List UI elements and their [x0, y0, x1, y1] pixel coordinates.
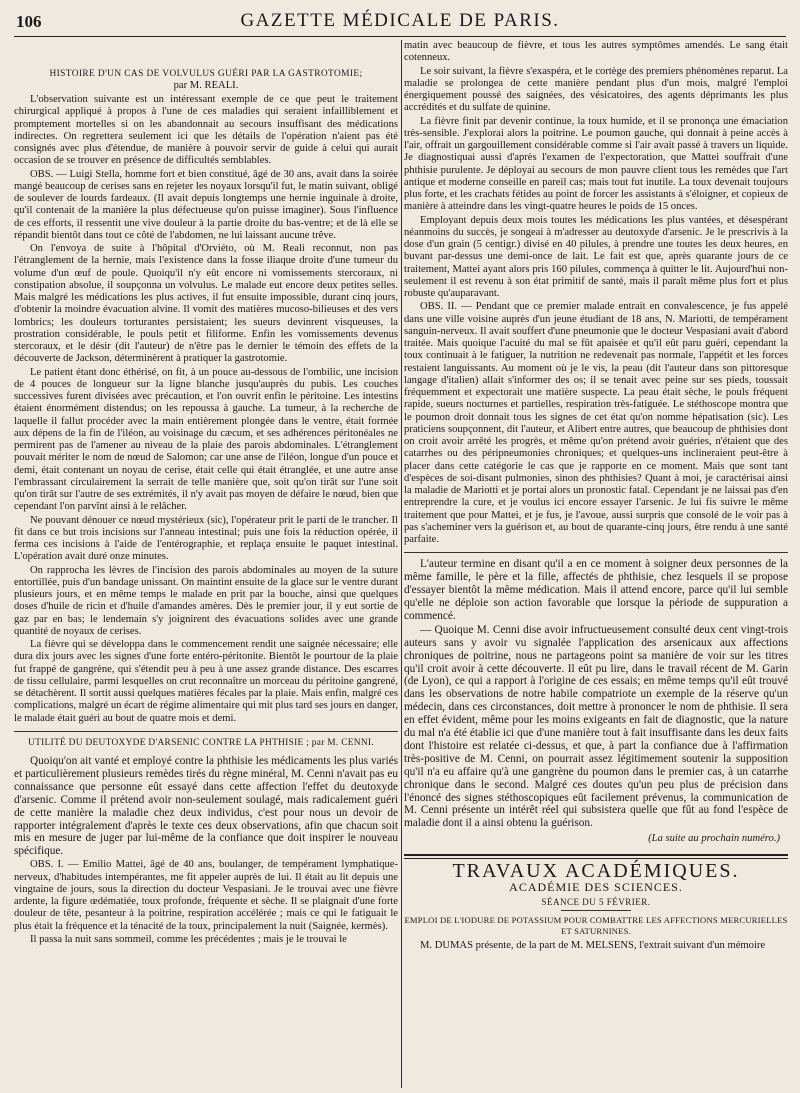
- article-title-text: HISTOIRE D'UN CAS DE VOLVULUS GUÉRI PAR LA GASTROTOMIE;: [49, 69, 363, 79]
- right-column: [404, 40, 788, 1090]
- paragraph: Employant depuis deux mois toutes les médications les plus vantées, et désespérant néanmoins du succès, je songeai à m'adresser au deutoxyde d'arsenic. Je le prescrivis à la dose d'un grain (5 centigr.) divisé en 40 pilules, à prendre une toutes les deux heures, en buvant par-dessus une demi-once de lait. Le fait est que, après quarante jours de ce traitement, Mattei ayant alors pris 160 pilules, commença à quitter le lit. Aujourd'hui non-seulement il est revenu à son état primitif de santé, mais il paraît même plus fort et plus robuste qu'auparavant.: [404, 214, 788, 299]
- communication-title: EMPLOI DE L'IODURE DE POTASSIUM POUR COMBATTRE LES AFFECTIONS MERCURIELLES ET SATURNINES.: [404, 915, 788, 937]
- paragraph: L'auteur termine en disant qu'il a en ce moment à soigner deux personnes de la même famille, le père et la fille, affectés de phthisie, chez lesquels il se propose d'essayer bientôt la même médication. Mais il attend encore, parce qu'il lui semble qu'elle ne déploie son action favorable que lorsque la période de suppuration a commencé.: [404, 558, 788, 622]
- article-title-arsenic: UTILITÉ DU DEUTOXYDE D'ARSENIC CONTRE LA PHTHISIE ; par M. CENNI.: [28, 737, 374, 748]
- paragraph: Ne pouvant dénouer ce nœud mystérieux (sic), l'opérateur prit le parti de le trancher. Il fit dans ce but trois incisions sur l'anneau intestinal; puis une fois la réduction opérée, il ferma ces incisions à l'aide de l'entérographie, et replaça ensuite le paquet intestinal. L'opération avait duré onze minutes.: [14, 514, 398, 563]
- to-be-continued: (La suite au prochain numéro.): [648, 833, 780, 845]
- section-rule: [404, 552, 788, 553]
- column-divider: [401, 40, 402, 1088]
- paragraph: Il passa la nuit sans sommeil, comme les précédentes ; mais je le trouvai le: [30, 933, 347, 945]
- double-rule: [404, 854, 788, 859]
- paragraph: matin avec beaucoup de fièvre, et tous les autres symptômes amendés. Le sang était cotenneux.: [404, 40, 788, 64]
- paragraph: OBS. II. — Pendant que ce premier malade entrait en convalescence, je fus appelé dans une ville voisine auprès d'un jeune étudiant de 18 ans, N. Mariotti, de tempérament sanguin-nerveux. Il avait souffert d'une pneumonie que le docteur Vespasiani avait d'abord traitée. Mais quoique l'acuité du mal se fût apaisée et qu'il eût paru guéri, cependant la toux continuait à le fatiguer, la nutrition ne redevenait pas normale, l'appétit et les forces restaient languissants. Au moment où je le vis, la peau (dit l'auteur dans son pittoresque langage d'italien) allait s'informer des os; il se tenait avec peine sur ses pieds, toussait fréquemment et expectorait une matière suspecte. La peau était sèche, le pouls fréquent rapide, sueurs nocturnes et partielles, respiration très-fatiguée. Le stéthoscope montra que le poumon droit donnait tous les signes de cet état qu'on nomme hépatisation (sic). Les praticiens soupçonnent, dit l'auteur, et Alibert entre autres, que beaucoup de phthisies dont on croit avoir arrêté les progrès, et même qu'on prétend avoir guéries, n'étaient que des catarrhes ou des péripneumonies chroniques; et quelques-uns inclineraient peut-être à placer dans cette catégorie le cas que je rapporte en ce moment. Mais que sont tant d'espèces de soi-disant pulmonies, sinon des phthisies? Quant à moi, je caractérisai ainsi la maladie de Mariotti et je portai alors un pronostic fatal. Cependant je ne laissai pas d'en entreprendre la cure, et je voulus ici encore essayer l'arsenic. Je lui fis suivre le même traitement que pour Mattei, et je fus, je l'avoue, aussi surpris que consolé de le voir pas à pas s'acheminer vers la guérison et, au bout de quarante-cinq jours, être rendu à une santé parfaite.: [404, 301, 788, 545]
- academy-heading: ACADÉMIE DES SCIENCES.: [509, 879, 683, 894]
- paragraph: On rapprocha les lèvres de l'incision des parois abdominales au moyen de la suture entortillée, puis d'un bandage unissant. On maintint ensuite de la glace sur le ventre durant plusieurs jours, et en même temps le malade en prit par la bouche, ainsi que quelques doses d'huile de ricin et d'huile d'amandes amères. Dès le premier jour, il y eut sortie de gaz par en bas; le lendemain s'y joignirent des évacuations solides avec une grande quantité de noyaux de cerises.: [14, 564, 398, 637]
- paragraph: Le patient étant donc éthérisé, on fit, à un pouce au-dessous de l'ombilic, une incision de 4 pouces de longueur sur la ligne blanche jusqu'auprès du pubis. Les couches successives furent divisées avec précaution, et l'on ouvrit enfin le péritoine. Les intestins étaient énormément distendus; on les repoussa à gauche. La tumeur, à la recherche de laquelle il fallut procéder avec la main entièrement plongée dans le ventre, était formée aux dépens de la fin de l'iléon, au voisinage du cæcum, et ses adhérences péritonéales ne permirent pas de l'amener au niveau de la plaie des parois abdominales. L'étranglement pouvait mériter le nom de nœud de Salomon; car une anse de l'iléon, longue d'un pouce et demi, était contenant un noyau de cerise, était celle qui était étranglée, et une autre anse l'embrassant circulairement la serrait de telle manière que, soit qu'on tirât sur l'une soit qu'on tirât sur l'autre de ses extrémités, il n'y avait pas moyen de défaire le nœud, bien que cependant l'on parvînt ainsi à le relâcher.: [14, 366, 398, 513]
- session-date: SÉANCE DU 5 FÉVRIER.: [541, 897, 651, 908]
- section-rule: [14, 731, 398, 732]
- paragraph: On l'envoya de suite à l'hôpital d'Orviéto, où M. Reali reconnut, non pas l'étranglement de la hernie, mais l'existence dans la fosse iliaque droite d'une tumeur du volume d'un œuf de poule. Quoiqu'il n'y eût encore ni vomissements stercoraux, ni constipation absolue, il soupçonna un volvulus. Le malade eut encore deux petites selles. Mais malgré les médications les plus actives, il fut ensuite impossible, durant cinq jours, d'obtenir la moindre évacuation alvine. Il vomit des matières mucoso-bilieuses et des vers lombrics; les douleurs torturantes persistaient; les sueurs devinrent visqueuses, la prostration considérable, le pouls petit et filiforme. Enfin les vomissements devenus stercoraux, et le désir (dit l'auteur) de n'être pas le dernier le témoin des effets de la découverte de Jackson, déterminèrent à pratiquer la gastrotomie.: [14, 243, 398, 365]
- paragraph: L'observation suivante est un intéressant exemple de ce que peut le traitement chirurgical appliqué à propos à l'une de ces maladies qui seraient infailliblement et promptement mortelles si on les abandonnait au secours insuffisant des médications indirectes. On regrettera seulement ici que les détails de l'opération n'aient pas été consignés avec plus d'étendue, de manière à pouvoir servir de guide à celui qui aurait occasion de se trouver en présence de difficultés semblables.: [14, 94, 398, 167]
- section-title: TRAVAUX ACADÉMIQUES.: [452, 859, 740, 882]
- header-rule: [14, 36, 786, 37]
- journal-title: GAZETTE MÉDICALE DE PARIS.: [240, 10, 560, 31]
- paragraph: La fièvre finit par devenir continue, la toux humide, et il se prononça une émaciation très-sensible. J'explorai alors la poitrine. Le poumon gauche, qui donnait à peine accès à l'air, offrait un gargouillement considérable comme si l'air avait passé à travers un liquide. Je diagnostiquai aussi d'après l'examen de l'expectoration, que Mattei souffrait d'une phthisie purulente. Je déployai au secours de mon pauvre client tous les remèdes que l'art antique et moderne conseille en pareil cas; mais tout fut inutile. La toux devenait toujours plus forte, et les crachats fétides au point de forcer les assistants à s'éloigner, et copieux de manière à atteindre dans les vingt-quatre heures le poids de 15 onces.: [404, 115, 788, 213]
- page-header: [14, 8, 786, 32]
- paragraph: Le soir suivant, la fièvre s'exaspéra, et le cortège des premiers phénomènes reparut. La maladie se prolongea de cette manière pendant plus d'un mois, malgré l'emploi énergiquement poussé des saignées, des vésicatoires, des agents déprimants les plus accrédités et du sulfate de quinine.: [404, 65, 788, 114]
- paragraph: M. DUMAS présente, de la part de M. MELSENS, l'extrait suivant d'un mémoire: [420, 940, 766, 952]
- paragraph: La fièvre qui se développa dans le commencement rendit une saignée nécessaire; elle dura dix jours avec les signes d'une forte entéro-péritonite. Bientôt le pourtour de la plaie fut frappé de gangrène, qui s'étendit peu à peu à une assez grande distance. Des escarres de tissu cellulaire, parmi lesquelles on crut reconnaître un morceau du péritoine gangrené, se détachèrent. Il sortit aussi quelques matières fécales par la plaie. Mais enfin, malgré ces complications, malgré un écart de régime alimentaire qui mit plus tard ses jours en danger, le malade était guéri au bout de quatre mois et demi.: [14, 639, 398, 724]
- page-number: 106: [16, 12, 42, 31]
- paragraph: — Quoique M. Cenni dise avoir infructueusement consulté deux cent vingt-trois auteurs sans y avoir vu signalée l'application des arsenicaux aux affections chroniques de poitrine, nous ne partageons point sa manière de voir sur les titres qu'il croit avoir à cette découverte. Il eût pu lire, dans le travail récent de M. Garin (de Lyon), ce qui a rapport à l'origine de ces essais; en même temps qu'il eût trouvé dans les observations de notre habile compatriote un exemple de la réserve qu'un médecin, dans ces circonstances, doit mettre à prononcer le nom de phthisie. Il sera en effet évident, même pour les moins exigeants en fait de diagnostic, que la nature du mal n'a été établie ici que d'une manière tout à fait insuffisante dans les deux faits dont l'histoire est relatée ci-dessus, et que, à part la confiance due à l'affirmation très-positive de M. Cenni, on pourrait assez légitimement soutenir la supposition qu'il n'a eu affaire qu'à une gangrène du poumon dans le premier cas, à un catarrhe chronique dans le second. Malgré ces doutes qu'un peu plus de précision dans l'énoncé des signes stéthoscopiques eût facilement prévenus, la communication de M. Cenni présente un intérêt réel qui subsistera quelle que fût au fond l'espèce de maladie dont il a ainsi obtenu la guérison.: [404, 623, 788, 830]
- article-title-volvulus: [18, 68, 394, 92]
- paragraph: OBS. — Luigi Stella, homme fort et bien constitué, âgé de 30 ans, avait dans la soirée mangé beaucoup de cerises sans en rejeter les noyaux lorsqu'il fut, le matin suivant, obligé de soulever de lourds fardeaux. (Il avait depuis longtemps une hernie inguinale à droite, qu'il contenait de la manière la plus défectueuse qu'on puisse imaginer). Sous l'influence de ces efforts, il ressentit une vive douleur à la partie droite du bas-ventre; et de là elle se répandit bientôt dans tout ce côté de l'abdomen, ne lui laissant aucune trêve.: [14, 168, 398, 241]
- paragraph: Quoiqu'on ait vanté et employé contre la phthisie les médicaments les plus variés et particulièrement plusieurs remèdes tirés du règne minéral, M. Cenni n'avait pas eu connaissance que personne eût essayé dans cette affection l'effet du deutoxyde d'arsenic. Comme il prétend avoir non-seulement soulagé, mais radicalement guéri de cette manière la maladie chez deux individus, c'est pour nous un devoir de rapporter intégralement d'après le texte ces deux observations, afin que chacun soit mis en mesure de juger par lui-même de la confiance que doit inspirer le nouveau spécifique.: [14, 755, 398, 858]
- article-author: par M. REALI.: [173, 80, 239, 91]
- short-rule: [561, 910, 631, 911]
- left-column: [14, 40, 398, 1090]
- paragraph: OBS. I. — Emilio Mattei, âgé de 40 ans, boulanger, de tempérament lymphatique-nerveux, d'habitudes intempérantes, me fit appeler auprès de lui. Il était au lit depuis une vingtaine de jours, sous la direction du docteur Vespasiani. Je le trouvai avec une fièvre ardente, la figure œdématiée, toux profonde, fréquente et sèche. Il se plaignait d'une forte douleur de tête, pesanteur à la poitrine, respiration accélérée ; mais ce qui le fatiguait le plus était la fréquence et la ténacité de la toux, principalement la nuit (Saignée, kermès).: [14, 859, 398, 932]
